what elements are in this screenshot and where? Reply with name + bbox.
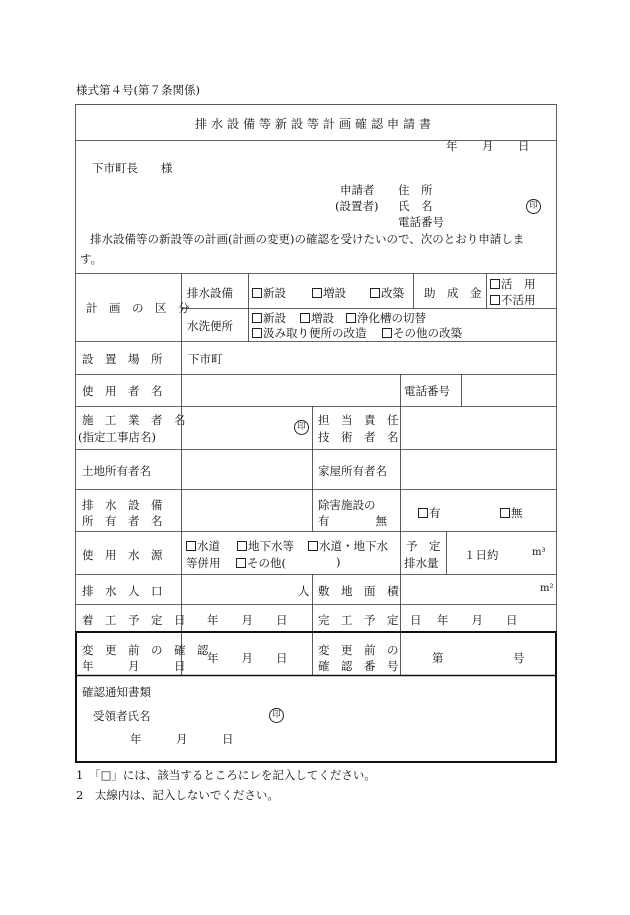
land-owner-label: 土地所有者名 xyxy=(82,464,151,478)
applicant-role: 申請者 xyxy=(340,183,375,197)
drainage-option-new[interactable]: 新設 xyxy=(252,285,286,301)
toilet-option-septic[interactable]: 浄化槽の切替 xyxy=(346,310,426,326)
toilet-option-expand[interactable]: 増設 xyxy=(300,310,334,326)
previous-approval-label: 変 更 前 の 確 認 xyxy=(82,643,209,657)
location-label: 設 置 場 所 xyxy=(82,352,163,366)
date-day: 日 xyxy=(518,139,530,153)
drain-amount-unit: m³ xyxy=(532,547,546,558)
checkbox-icon xyxy=(308,541,318,551)
user-phone-label: 電話番号 xyxy=(404,384,450,398)
water-option-ground[interactable]: 地下水等 xyxy=(237,538,294,554)
previous-number-prefix: 第 xyxy=(432,651,444,665)
subsidy-option-nouse[interactable]: 不活用 xyxy=(490,292,536,308)
receipt-docs-label: 確認通知書類 xyxy=(82,685,151,699)
water-option-tap[interactable]: 水道 xyxy=(186,538,220,554)
location-value[interactable]: 下市町 xyxy=(188,352,223,366)
checkbox-icon xyxy=(252,328,262,338)
drain-amount-label-sub: 排水量 xyxy=(404,556,439,570)
water-source-label: 使 用 水 源 xyxy=(82,548,163,562)
contractor-label: 施 工 業 者 名 xyxy=(82,413,186,427)
checkbox-icon xyxy=(252,313,262,323)
toilet-option-new[interactable]: 新設 xyxy=(252,310,286,326)
date-year: 年 xyxy=(446,139,458,153)
applicant-seal-icon: 印 xyxy=(526,199,541,214)
house-owner-label: 家屋所有者名 xyxy=(318,464,387,478)
addressee: 下市町長 様 xyxy=(92,161,173,175)
drainage-label: 排水設備 xyxy=(187,286,233,300)
facility-owner-label-sub: 所 有 者 名 xyxy=(82,514,163,528)
note-2: 2 太線内は、記入しないでください。 xyxy=(76,788,279,802)
checkbox-icon xyxy=(382,328,392,338)
end-date-value[interactable]: 年 月 日 xyxy=(437,613,518,627)
checkbox-icon xyxy=(312,288,322,298)
checkbox-icon xyxy=(236,558,246,568)
toilet-label: 水洗便所 xyxy=(187,319,233,333)
recipient-seal-icon: 印 xyxy=(269,708,284,723)
applicant-name-label: 氏 名 xyxy=(398,199,433,213)
toilet-option-other[interactable]: その他の改築 xyxy=(382,325,462,341)
site-area-unit: m² xyxy=(540,583,554,594)
drainage-option-expand[interactable]: 増設 xyxy=(312,285,346,301)
previous-number-label-sub: 確 認 番 号 xyxy=(318,659,399,673)
previous-approval-date-label: 年 月 日 xyxy=(82,659,186,673)
hazard-option-yes[interactable]: 有 xyxy=(418,505,441,521)
checkbox-icon xyxy=(237,541,247,551)
drain-amount-label: 予 定 xyxy=(406,539,441,553)
site-area-label: 敷 地 面 積 xyxy=(318,584,399,598)
hazard-facility-label-sub: 有 無 xyxy=(318,514,387,528)
checkbox-icon xyxy=(370,288,380,298)
population-label: 排 水 人 口 xyxy=(82,584,163,598)
water-option-other[interactable]: その他( xyxy=(236,555,286,571)
facility-owner-label: 排 水 設 備 xyxy=(82,498,163,512)
end-date-label: 完 工 予 定 日 xyxy=(318,613,422,627)
water-row2-prefix: 等併用 xyxy=(186,556,221,570)
checkbox-icon xyxy=(186,541,196,551)
hazard-option-no[interactable]: 無 xyxy=(500,505,523,521)
form-title: 排水設備等新設等計画確認申請書 xyxy=(194,117,435,131)
plan-section-label: 計 画 の 区 分 xyxy=(86,301,190,315)
checkbox-icon xyxy=(490,295,500,305)
hazard-facility-label: 除害施設の xyxy=(318,498,376,512)
applicant-phone-label: 電話番号 xyxy=(398,215,444,229)
form-number: 様式第４号(第７条関係) xyxy=(76,83,200,97)
user-label: 使 用 者 名 xyxy=(82,384,163,398)
applicant-address-label: 住 所 xyxy=(398,183,433,197)
checkbox-icon xyxy=(300,313,310,323)
checkbox-icon xyxy=(252,288,262,298)
checkbox-icon xyxy=(500,508,510,518)
water-option-both[interactable]: 水道・地下水 xyxy=(308,538,388,554)
contractor-label-sub: (指定工事店名) xyxy=(78,430,156,444)
checkbox-icon xyxy=(418,508,428,518)
drain-amount-value: １日約 xyxy=(464,548,499,562)
water-row2-close: ) xyxy=(336,555,341,569)
intro-text-line2: す。 xyxy=(80,252,103,266)
subsidy-option-use[interactable]: 活 用 xyxy=(490,276,536,292)
receipt-date[interactable]: 年 月 日 xyxy=(130,732,234,746)
previous-number-suffix: 号 xyxy=(513,651,525,665)
recipient-label: 受領者氏名 xyxy=(93,709,151,723)
subsidy-label: 助 成 金 xyxy=(424,286,482,300)
previous-number-label: 変 更 前 の xyxy=(318,643,399,657)
contractor-seal-icon: 印 xyxy=(294,420,309,435)
engineer-label: 担 当 責 任 xyxy=(318,413,399,427)
applicant-role-sub: (設置者) xyxy=(335,199,379,213)
checkbox-icon xyxy=(346,313,356,323)
engineer-label-sub: 技 術 者 名 xyxy=(318,430,399,444)
previous-approval-date[interactable]: 年 月 日 xyxy=(207,651,288,665)
drainage-option-rebuild[interactable]: 改築 xyxy=(370,285,404,301)
start-date-label: 着 工 予 定 日 xyxy=(82,613,186,627)
toilet-option-pit[interactable]: 汲み取り便所の改造 xyxy=(252,325,367,341)
date-month: 月 xyxy=(482,139,494,153)
note-1: 1 「□」には、該当するところにレを記入してください。 xyxy=(76,768,376,782)
start-date-value[interactable]: 年 月 日 xyxy=(207,613,288,627)
checkbox-icon xyxy=(490,279,500,289)
population-unit: 人 xyxy=(298,584,310,598)
intro-text-line1: 排水設備等の新設等の計画(計画の変更)の確認を受けたいので、次のとおり申請しま xyxy=(90,232,525,246)
